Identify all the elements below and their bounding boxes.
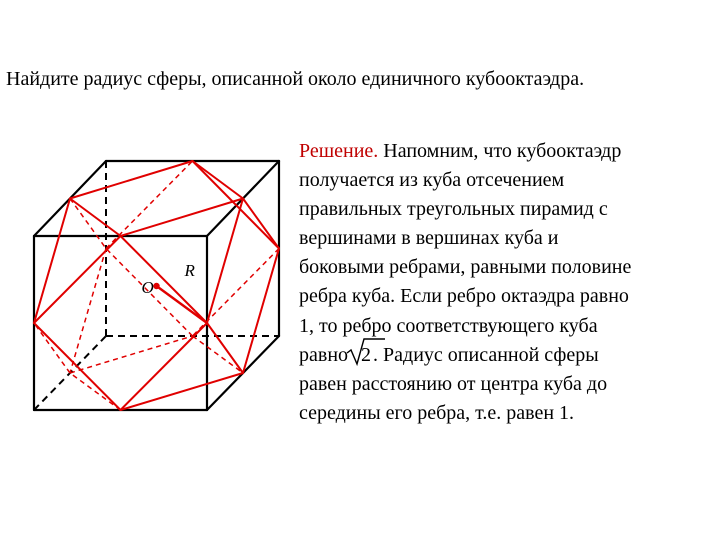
solution-line-1 [299, 137, 719, 166]
solution-line-5: боковыми ребрами, равными половине [299, 256, 632, 279]
center-label: O [141, 278, 154, 297]
solution-line-6: ребра куба. Если ребро октаэдра равно [299, 285, 629, 308]
solution-line-2: получается из куба отсечением [299, 169, 565, 192]
solution-line-4: вершинами в вершинах куба и [299, 227, 559, 250]
cuboctahedron-hidden-edge [193, 336, 244, 373]
cuboctahedron-hidden-edge [34, 323, 70, 373]
cuboctahedron-edge [243, 199, 279, 249]
solution-line-7: 1, то ребро соответствующего куба [299, 314, 598, 337]
solution-text [299, 137, 719, 428]
cuboctahedron-edge [207, 323, 243, 373]
sqrt-radical-sign [347, 338, 385, 366]
cube-cuboctahedron-diagram [0, 0, 300, 430]
sqrt-radicand: 2 [361, 343, 372, 366]
solution-line-8-start: равно [299, 343, 354, 366]
cuboctahedron-hidden-edge [70, 199, 106, 249]
problem-statement: Найдите радиус сферы, описанной около единичного кубооктаэдра. [6, 68, 585, 90]
solution-line-10: середины его ребра, т.е. равен 1. [299, 401, 575, 424]
cuboctahedron-hidden-edge [70, 373, 121, 410]
sqrt-expression [361, 341, 371, 370]
radius-label: R [184, 261, 195, 280]
radius-line [157, 286, 208, 323]
solution-line-8 [299, 341, 719, 370]
solution-line-1-text: Напомним, что кубооктаэдр [378, 140, 622, 162]
cuboctahedron-edge [70, 199, 121, 237]
solution-line-9: равен расстоянию от центра куба до [299, 372, 608, 395]
solution-line-3: правильных треугольных пирамид с [299, 198, 608, 221]
solution-keyword: Решение. [299, 140, 379, 162]
center-point [153, 283, 159, 289]
solution-line-8-end: . Радиус описанной сферы [373, 343, 599, 366]
radius-segment [153, 283, 207, 323]
cuboctahedron-edge [193, 161, 244, 199]
